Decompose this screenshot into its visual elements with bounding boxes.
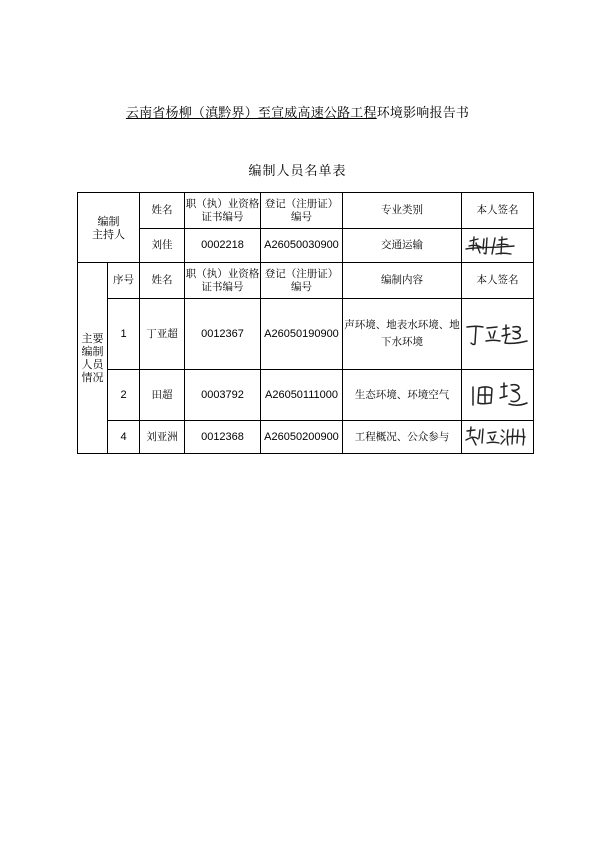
table-row	[78, 299, 534, 370]
staff-reg-cell: A26050111000	[261, 370, 343, 421]
table-row	[78, 421, 534, 454]
staff-header-index: 序号	[108, 263, 140, 299]
host-header-name: 姓名	[140, 193, 185, 229]
host-reg-cell: A26050030900	[261, 229, 343, 263]
host-person-row	[78, 229, 534, 263]
staff-signature-cell	[462, 299, 534, 370]
table-title: 编制人员名单表	[248, 164, 347, 179]
staff-header-signature: 本人签名	[462, 263, 534, 299]
staff-name-cell: 刘亚洲	[140, 421, 185, 454]
host-header-signature: 本人签名	[462, 193, 534, 229]
staff-content-cell: 生态环境、环境空气	[343, 370, 462, 421]
host-row-label-text: 编制 主持人	[92, 214, 125, 241]
staff-cert-cell: 0012368	[185, 421, 261, 454]
host-header-row	[78, 193, 534, 229]
staff-reg-cell: A26050200900	[261, 421, 343, 454]
host-header-cert: 职（执）业资格证书编号	[185, 193, 261, 229]
staff-list-table	[77, 192, 534, 454]
signature-dingyachao	[462, 319, 533, 349]
staff-name-cell: 田超	[140, 370, 185, 421]
staff-content-cell: 声环境、地表水环境、地下水环境	[343, 299, 462, 370]
staff-header-name: 姓名	[140, 263, 185, 299]
document-title-project: 云南省杨柳（滇黔界）至宣威高速公路工程	[125, 106, 377, 121]
table-row	[78, 370, 534, 421]
staff-cert-cell: 0012367	[185, 299, 261, 370]
signature-liuyazhou	[462, 424, 533, 450]
staff-content-cell: 工程概况、公众参与	[343, 421, 462, 454]
host-header-specialty: 专业类别	[343, 193, 462, 229]
staff-index-cell: 2	[108, 370, 140, 421]
staff-index-cell: 1	[108, 299, 140, 370]
document-title	[0, 102, 595, 121]
staff-reg-cell: A26050190900	[261, 299, 343, 370]
staff-cert-cell: 0003792	[185, 370, 261, 421]
staff-signature-cell	[462, 370, 534, 421]
host-cert-cell: 0002218	[185, 229, 261, 263]
host-name-cell: 刘佳	[140, 229, 185, 263]
staff-signature-cell	[462, 421, 534, 454]
host-row-label	[78, 193, 140, 263]
staff-row-label-text: 主要 编制 人员 情况	[81, 332, 104, 384]
staff-header-row	[78, 263, 534, 299]
host-header-reg: 登记（注册证）编号	[261, 193, 343, 229]
staff-name-cell: 丁亚超	[140, 299, 185, 370]
staff-header-cert: 职（执）业资格证书编号	[185, 263, 261, 299]
document-title-suffix: 环境影响报告书	[376, 106, 470, 121]
signature-liujia	[462, 233, 533, 259]
staff-row-label	[78, 263, 108, 454]
staff-index-cell: 4	[108, 421, 140, 454]
host-specialty-cell: 交通运输	[343, 229, 462, 263]
staff-header-reg: 登记（注册证）编号	[261, 263, 343, 299]
host-signature-cell	[462, 229, 534, 263]
staff-header-content: 编制内容	[343, 263, 462, 299]
signature-tianchao	[462, 379, 533, 411]
